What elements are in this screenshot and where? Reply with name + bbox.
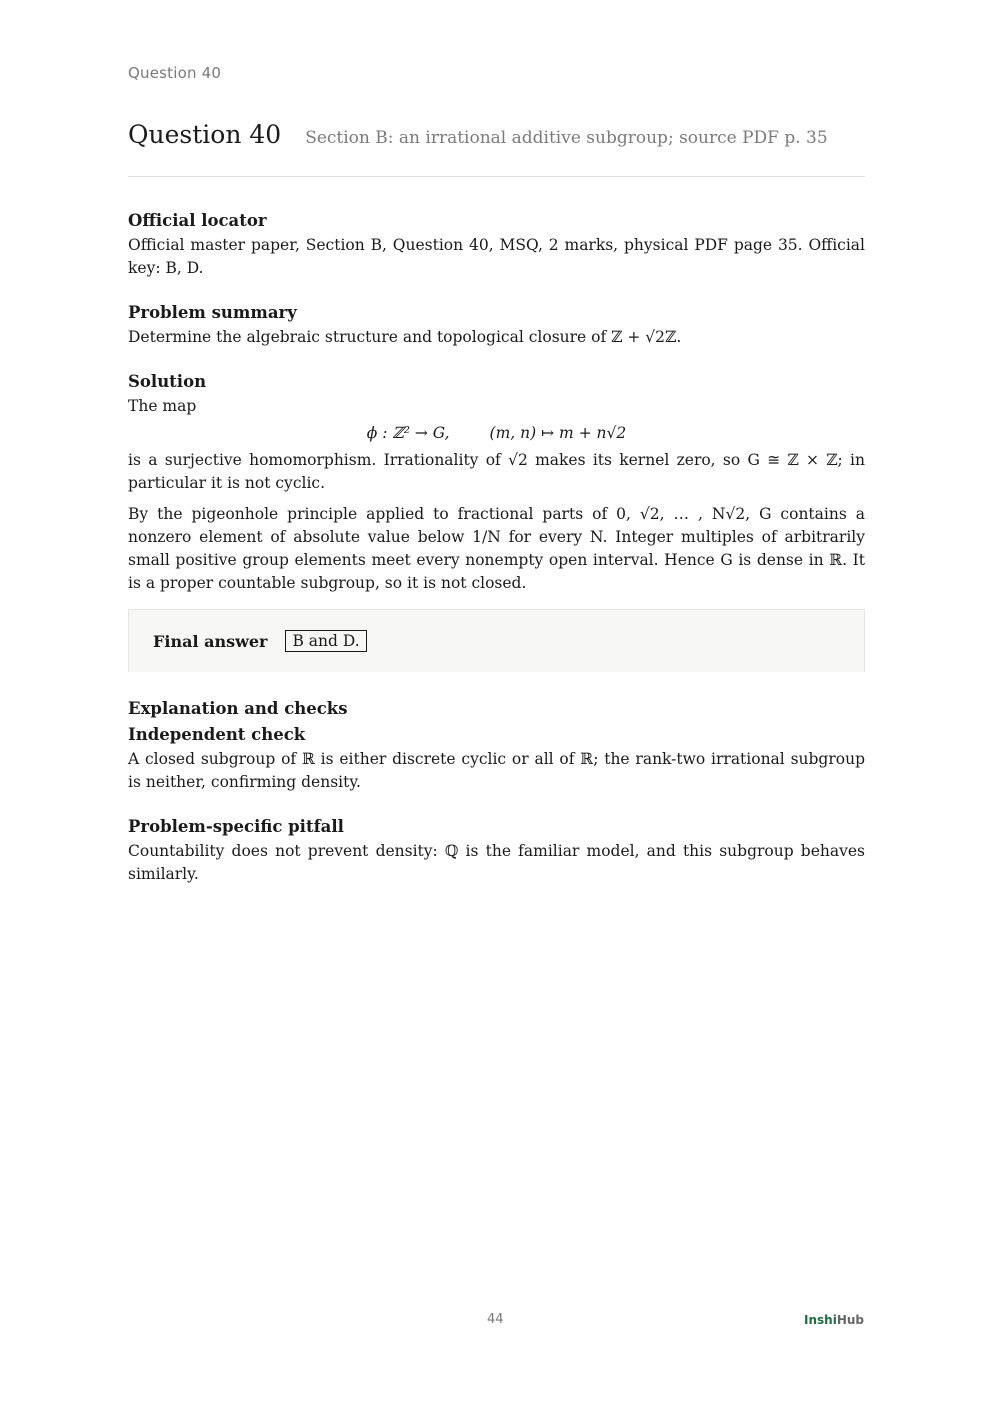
brand-logo-part1: Inshi — [804, 1313, 837, 1327]
explanation-heading: Explanation and checks — [128, 699, 348, 718]
final-answer-value: B and D. — [285, 630, 366, 652]
pitfall-heading: Problem-specific pitfall — [128, 817, 344, 836]
problem-summary-text: Determine the algebraic structure and topological closure of ℤ + √2ℤ. — [128, 328, 682, 346]
independent-check-text: A closed subgroup of ℝ is either discrete cyclic or all of ℝ; the rank-two irrational subgroup is neither, confirming density. — [128, 750, 865, 791]
problem-summary-heading: Problem summary — [128, 303, 297, 322]
independent-check-heading: Independent check — [128, 725, 306, 744]
pitfall-subsection — [128, 814, 865, 886]
solution-paragraph-1: is a surjective homomorphism. Irrationality of √2 makes its kernel zero, so G ≅ ℤ × ℤ; in particular it is not cyclic. — [128, 451, 865, 492]
independent-check-subsection — [128, 722, 865, 794]
solution-heading: Solution — [128, 372, 207, 391]
final-answer-box — [128, 609, 865, 672]
question-title: Question 40 — [128, 120, 282, 149]
title-divider — [128, 176, 865, 177]
running-head: Question 40 — [128, 64, 222, 82]
equation-map-rule: (m, n) ↦ m + n√2 — [489, 424, 627, 442]
question-title-row — [128, 120, 865, 149]
official-locator-text: Official master paper, Section B, Question 40, MSQ, 2 marks, physical PDF page 35. Official key: B, D. — [128, 236, 865, 277]
official-locator-section — [128, 208, 865, 280]
pitfall-text: Countability does not prevent density: ℚ is the familiar model, and this subgroup behaves similarly. — [128, 842, 865, 883]
solution-intro: The map — [128, 397, 197, 415]
solution-display-equation — [128, 422, 865, 445]
equation-map-domain: ϕ : ℤ² → G, — [366, 424, 450, 442]
document-body — [128, 208, 865, 886]
explanation-section — [128, 696, 865, 886]
brand-logo-part2: Hub — [836, 1313, 864, 1327]
brand-logo — [804, 1313, 864, 1327]
solution-paragraph-2: By the pigeonhole principle applied to fractional parts of 0, √2, … , N√2, G contains a nonzero element of absolute value below 1/N for every N. Integer multiples of arbitrarily small positive group elements meet every nonempty open interval. Hence G is dense in ℝ. It is a proper countable subgroup, so it is not closed. — [128, 505, 865, 592]
question-subtitle: Section B: an irrational additive subgroup; source PDF p. 35 — [305, 128, 828, 148]
problem-summary-section — [128, 300, 865, 349]
final-answer-label: Final answer — [153, 631, 268, 651]
solution-section — [128, 369, 865, 595]
official-locator-heading: Official locator — [128, 211, 267, 230]
page-number: 44 — [487, 1312, 504, 1327]
